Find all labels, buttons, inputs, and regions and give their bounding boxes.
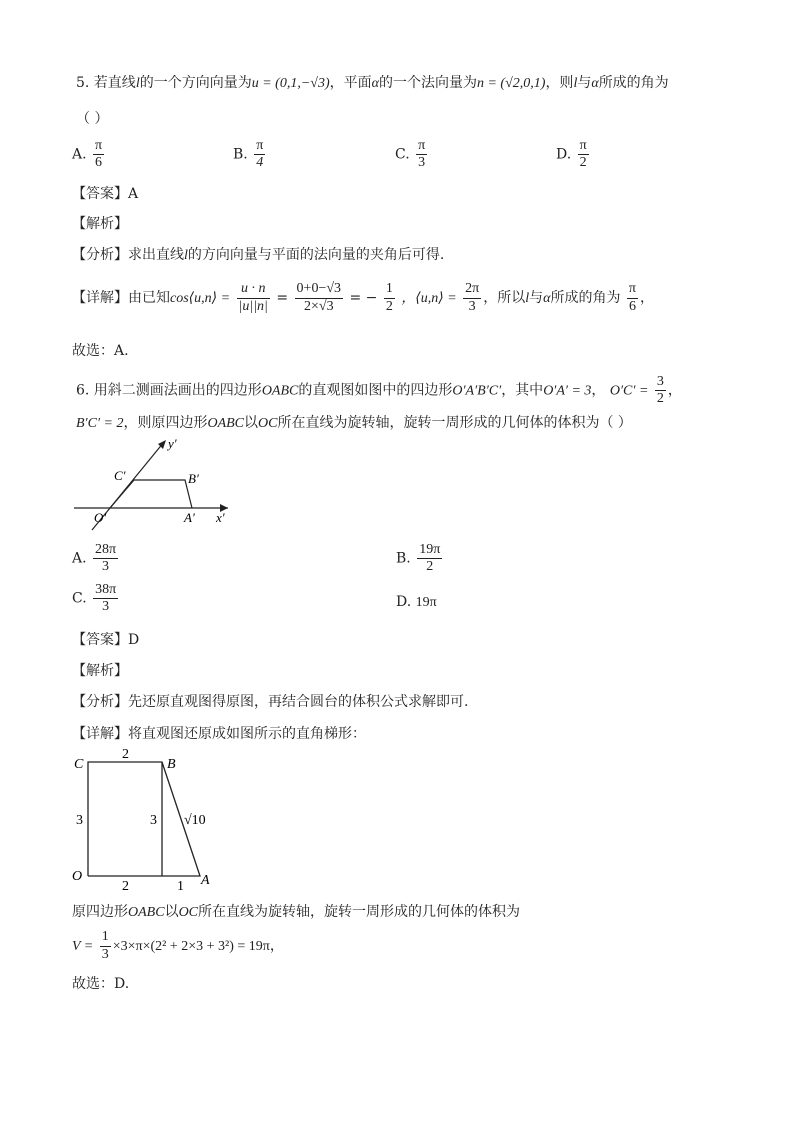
label-left-length: 3	[76, 813, 83, 828]
q5-choose: 故选：A.	[72, 343, 129, 359]
option-label: A.	[72, 146, 87, 163]
label-height-length: 3	[150, 813, 157, 828]
vector-u: u = (0,1,−√3)	[251, 76, 330, 91]
var-oc: OC	[178, 905, 199, 920]
q5-option-a	[72, 138, 106, 171]
frac-den: 3	[93, 598, 118, 615]
var-oabc-prime: O′A′B′C′	[452, 383, 502, 399]
q6-option-d	[396, 594, 437, 611]
label-o: O	[72, 869, 83, 884]
oa-length: O′A′ = 3	[543, 383, 592, 399]
frac-num: u · n	[240, 281, 266, 297]
frac-den: 2	[578, 154, 589, 171]
text: 原四边形	[72, 904, 128, 920]
frac-den: 3	[416, 154, 427, 171]
var-oabc: OABC	[128, 905, 165, 920]
option-label: C.	[72, 590, 87, 607]
trapezoid-figure	[70, 744, 230, 892]
q6-choose: 故选：D.	[72, 976, 130, 992]
frac-num: 19π	[419, 542, 441, 557]
text: 以	[164, 904, 179, 920]
oc-label: O′C′ =	[609, 383, 649, 399]
option-fraction	[93, 582, 118, 615]
q6-stem-text: ，其中	[501, 382, 544, 399]
q5-option-d	[556, 138, 591, 171]
option-label: D.	[396, 594, 412, 610]
xiangjie-text: 由已知	[128, 290, 170, 306]
frac-den: 3	[463, 298, 481, 315]
option-fraction	[254, 138, 265, 171]
q5-stem	[76, 72, 669, 92]
var-l: l	[525, 291, 530, 306]
answer-tag: 【答案】	[72, 632, 128, 648]
q5-stem-text: ，平面	[329, 75, 372, 91]
frac-num: 3	[656, 374, 664, 389]
vector-n: n = (√2,0,1)	[476, 76, 546, 91]
label-top-length: 2	[122, 747, 129, 762]
frac-angle	[463, 281, 481, 314]
label-b: B′	[188, 471, 199, 486]
v-expression: ×3×π×(2² + 2×3 + 3²) = 19π，	[112, 939, 284, 954]
q6-stem-text: ，	[591, 382, 606, 399]
xiangjie-text: 与	[529, 290, 544, 306]
frac-num: 38π	[95, 582, 117, 597]
q6-stem-text: ，	[667, 382, 682, 399]
label-y: y′	[168, 436, 177, 451]
frac-num: π	[256, 138, 264, 153]
option-label: C.	[395, 146, 410, 163]
frac-den: 4	[254, 154, 265, 171]
q5-stem-text: 与	[577, 75, 592, 91]
frac-num: 2π	[465, 281, 480, 297]
frac-num: 28π	[95, 542, 117, 557]
equals: =	[276, 290, 289, 306]
q6-stem-line2	[76, 412, 632, 432]
var-l: l	[573, 76, 578, 91]
answer-tag: 【答案】	[72, 186, 128, 202]
option-label: B.	[396, 550, 411, 567]
xiangjie-text: ，所以	[483, 290, 526, 306]
q5-stem-text: 的一个法向量为	[378, 75, 477, 91]
q5-stem-text: 所成的角为	[598, 75, 669, 91]
q5-fenxi	[72, 244, 444, 264]
label-o: O′	[94, 510, 107, 525]
quadrilateral-prime	[110, 480, 192, 508]
q6-volume-formula	[72, 928, 284, 965]
fenxi-tag: 【分析】	[72, 247, 128, 263]
fenxi-tag: 【分析】	[72, 694, 128, 710]
option-fraction	[416, 138, 427, 171]
q5-option-b	[233, 138, 267, 171]
q5-stem-text: 5. 若直线	[76, 75, 136, 91]
xiangjie-text: 所成的角为	[550, 290, 621, 306]
answer-value: D	[128, 632, 140, 648]
label-hyp-length: √10	[184, 813, 206, 828]
frac-num: π	[418, 138, 426, 153]
comma: ，	[640, 290, 654, 306]
answer-value: A	[128, 186, 139, 202]
option-label: D.	[556, 146, 572, 163]
xiangjie-tag: 【详解】	[72, 290, 128, 306]
frac-num: 0+0−√3	[296, 281, 342, 297]
label-bottom-2: 2	[122, 879, 129, 892]
q5-stem-text: ，则	[545, 75, 574, 91]
frac-dot-over-norm	[237, 281, 270, 314]
frac-num: π	[579, 138, 587, 153]
frac-result	[627, 281, 638, 314]
q5-analysis-tag: 【解析】	[72, 216, 128, 232]
q5-stem-text: 的一个方向向量为	[139, 75, 252, 91]
oc-fraction	[655, 374, 666, 407]
frac-den: |u||n|	[238, 298, 268, 314]
cos-expr: cos⟨u,n⟩ =	[170, 291, 231, 306]
frac-value	[295, 281, 343, 314]
q6-volume-line	[72, 901, 520, 921]
option-label: A.	[72, 550, 87, 567]
option-fraction	[578, 138, 589, 171]
var-l: l	[184, 248, 188, 263]
fenxi-text: 求出直线	[128, 247, 184, 263]
var-l: l	[135, 76, 140, 91]
q6-fenxi	[72, 691, 468, 711]
var-oabc: OABC	[261, 383, 299, 399]
label-b: B	[167, 757, 176, 772]
frac-num: π	[95, 138, 103, 153]
option-value: 19π	[415, 595, 437, 610]
frac-den: 2×√3	[295, 298, 343, 315]
q6-stem-text: ，则原四边形	[123, 415, 208, 431]
angle-expr: ，⟨u,n⟩ =	[401, 291, 457, 306]
frac-num: 1	[101, 929, 109, 945]
q6-option-c	[72, 582, 120, 615]
var-oabc: OABC	[207, 416, 245, 431]
label-a: A	[201, 873, 210, 888]
frac-den: 6	[93, 154, 104, 171]
q6-stem-text: 的直观图如图中的四边形	[298, 382, 453, 399]
label-a: A′	[184, 510, 195, 525]
frac-den: 2	[385, 298, 393, 314]
oblique-figure	[68, 436, 238, 532]
frac-num: 1	[385, 281, 393, 297]
q5-option-c	[395, 138, 429, 171]
option-fraction	[93, 138, 104, 171]
q6-xiangjie	[72, 723, 366, 743]
q5-xiangjie	[72, 278, 654, 319]
frac-den: 2	[417, 558, 442, 575]
q6-stem-text: 以	[244, 415, 259, 431]
frac-half	[384, 281, 395, 314]
label-bottom-1: 1	[177, 879, 184, 892]
option-label: B.	[233, 146, 248, 163]
option-fraction	[93, 542, 118, 575]
frac-num: π	[628, 281, 636, 297]
bc-length: B′C′ = 2	[76, 416, 124, 431]
var-alpha: α	[371, 76, 379, 91]
var-alpha: α	[543, 291, 551, 306]
fenxi-text: 的方向向量与平面的法向量的夹角后可得.	[187, 247, 445, 263]
text: 所在直线为旋转轴，旋转一周形成的几何体的体积为	[198, 904, 521, 920]
q6-stem-line1	[76, 374, 682, 407]
q5-paren: （ ）	[76, 111, 109, 127]
q5-answer	[72, 183, 138, 203]
q6-answer	[72, 629, 139, 649]
label-x: x′	[216, 510, 225, 525]
q6-stem-text: 6. 用斜二测画法画出的四边形	[76, 382, 262, 399]
frac-third	[100, 929, 111, 962]
xiangjie-text: 将直观图还原成如图所示的直角梯形：	[128, 726, 366, 742]
equals: = −	[349, 290, 378, 306]
xiangjie-tag: 【详解】	[72, 726, 128, 742]
frac-den: 3	[101, 946, 109, 962]
frac-den: 6	[627, 298, 638, 315]
q6-option-a	[72, 542, 120, 575]
frac-den: 3	[93, 558, 118, 575]
var-oc: OC	[258, 416, 278, 431]
frac-den: 2	[656, 391, 664, 407]
q6-stem-text: 所在直线为旋转轴，旋转一周形成的几何体的体积为（ ）	[277, 415, 632, 431]
option-fraction	[417, 542, 442, 575]
var-alpha: α	[591, 76, 599, 91]
label-c: C	[74, 757, 84, 772]
fenxi-text: 先还原直观图得原图，再结合圆台的体积公式求解即可.	[128, 694, 469, 710]
label-c: C′	[114, 468, 126, 483]
q6-analysis-tag: 【解析】	[72, 663, 128, 679]
q6-option-b	[396, 542, 444, 575]
v-label: V =	[72, 939, 94, 954]
